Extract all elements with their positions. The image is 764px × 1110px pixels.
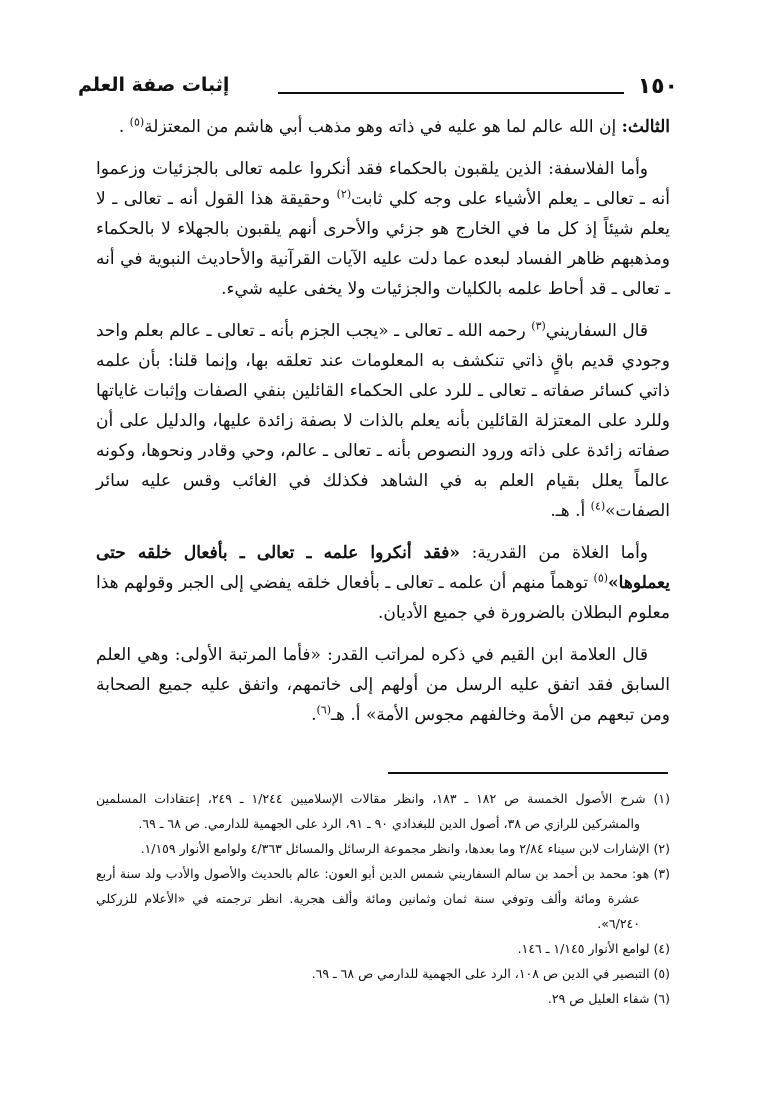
running-title: إثبات صفة العلم	[78, 74, 230, 96]
paragraph-2	[96, 154, 670, 304]
page-number: ١٥٠	[637, 74, 678, 99]
paragraph-3	[96, 316, 670, 526]
footnote: (٥) التبصير في الدين ص ١٠٨، الرد على الجهمية للدارمي ص ٦٨ ـ ٦٩.	[311, 966, 670, 981]
paragraph-quote: «فقد أنكروا علمه ـ تعالى ـ بأفعال خلقه حتى يعملوها»	[96, 543, 670, 593]
page-header	[78, 66, 686, 110]
footnote-ref: (٥)	[129, 115, 145, 129]
paragraph-text: إن الله عالم لما هو عليه في ذاته وهو مذهب أبي هاشم من المعتزلة	[144, 117, 617, 137]
main-text	[96, 112, 670, 742]
paragraph-text: قال العلامة ابن القيم في ذكره لمراتب القدر: «فأما المرتبة الأولى: وهي العلم السابق فقد اتفق عليه الرسل من أولهم إلى خاتمهم، واتفق عليه جميع الصحابة ومن تبعهم من الأمة وخالفهم مجوس الأمة»	[96, 645, 670, 725]
paragraph-end: أ. هـ	[331, 705, 361, 725]
paragraph-1	[96, 112, 670, 142]
footnote-rule	[388, 772, 668, 774]
footnote: (٤) لوامع الأنوار ١/١٤٥ ـ ١٤٦.	[517, 941, 670, 956]
paragraph-text: وأما الغلاة من القدرية:	[471, 543, 649, 563]
footnote-ref: (٣)	[531, 319, 546, 333]
paragraph-end: أ. هـ.	[550, 501, 586, 521]
footnote-ref: (٤)	[590, 499, 606, 513]
paragraph-text: قال السفاريني	[545, 321, 649, 341]
footnotes	[96, 786, 670, 1011]
footnote: (١) شرح الأصول الخمسة ص ١٨٢ ـ ١٨٣، وانظر مقالات الإسلاميين ١/٢٤٤ ـ ٢٤٩، إعتقادات المسلمين والمشركين للرازي ص ٣٨، أصول الدين للبغدادي ٩٠ ـ ٩١، الرد على الجهمية للدارمي. ص ٦٨ ـ ٦٩.	[96, 791, 671, 831]
paragraph-end: .	[311, 705, 317, 725]
footnote-ref: (٢)	[336, 187, 352, 201]
footnote: (٢) الإشارات لابن سيناء ٢/٨٤ وما بعدها، وانظر مجموعة الرسائل والمسائل ٤/٣٦٣ ولوامع الأنوار ١/١٥٩.	[140, 841, 670, 856]
paragraph-text: وأما الفلاسفة: الذين يلقبون بالحكماء فقد أنكروا علمه تعالى بالجزئيات وزعموا أنه ـ تعالى ـ يعلم الأشياء على وجه كلي ثابت	[96, 159, 670, 209]
paragraph-text: رحمه الله ـ تعالى ـ «يجب الجزم بأنه ـ تعالى ـ عالم بعلم واحد وجودي قديم باقٍ ذاتي تنكشف به المعلومات عند تعلقه بها، وإنما قلنا: بأن علمه ذاتي كسائر صفاته ـ تعالى ـ للرد على الحكماء القائلين بنفي الصفات وإثبات غاياتها وللرد على المعتزلة القائلين بأنه يعلم بالذات لا بصفة زائدة عليها، والدليل على أن صفاته زائدة على ذاته ورود النصوص بأنه ـ تعالى ـ عالم، وحي وقادر ونحوها، وكونه عالماً يعلل بقيام العلم به في الشاهد فكذلك في الغائب وقس عليه سائر الصفات»	[96, 321, 670, 521]
footnote: (٦) شفاء العليل ص ٢٩.	[547, 991, 670, 1006]
paragraph-lead: الثالث:	[621, 117, 670, 137]
paragraph-text: توهماً منهم أن علمه ـ تعالى ـ بأفعال خلقه يفضي إلى الجبر وقولهم هذا معلوم البطلان بالضرورة في جميع الأديان.	[96, 573, 670, 623]
paragraph-end: .	[118, 117, 125, 137]
footnote-ref: (٥)	[593, 571, 609, 585]
paragraph-text: وحقيقة هذا القول أنه ـ تعالى ـ لا يعلم شيئاً إذ كل ما في الخارج هو جزئي والأحرى أنهم يلقبون بالجهلاء لا بالحكماء ومذهبهم ظاهر الفساد لبعده عما دلت عليه الآيات القرآنية والأحاديث النبوية في أنه ـ تعالى ـ قد أحاط علمه بالكليات والجزئيات ولا يخفى عليه شيء.	[96, 189, 670, 299]
footnote-ref: (٦)	[316, 703, 332, 717]
paragraph-4	[96, 538, 670, 628]
paragraph-5	[96, 640, 670, 730]
header-rule	[278, 92, 624, 94]
footnote: (٣) هو: محمد بن أحمد بن سالم السفاريني شمس الدين أبو العون: عالم بالحديث والأصول والأدب ولد سنة أربع عشرة ومائة وألف وتوفي سنة ثمان وثمانين ومائة وألف هجرية. انظر ترجمته في «الأعلام للزركلي ٦/٢٤٠».	[96, 866, 670, 931]
